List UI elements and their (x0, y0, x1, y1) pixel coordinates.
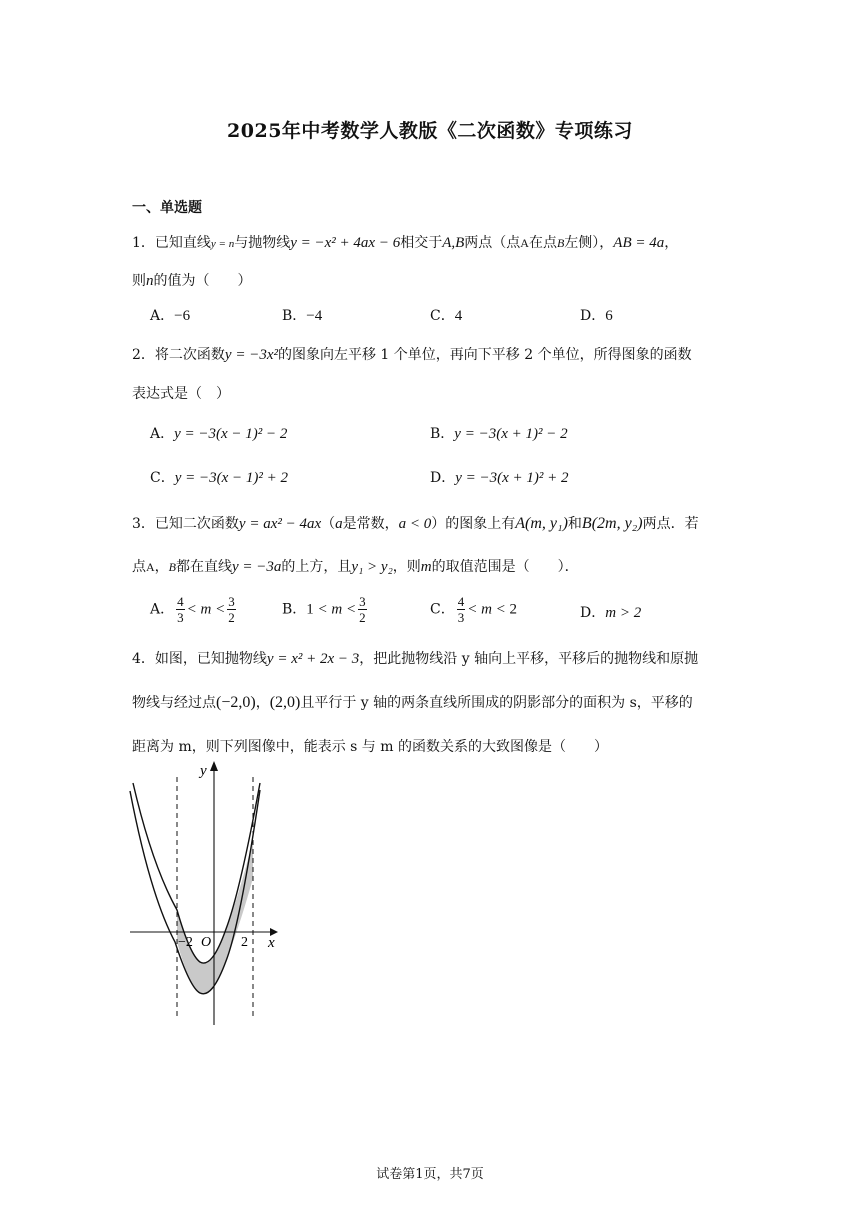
q2-eq: y = −3x² (224, 347, 278, 363)
q2-line-1 (132, 344, 692, 364)
y-axis-arrow (210, 761, 218, 771)
q1-line-1 (132, 232, 678, 252)
tick-label-neg2: −2 (178, 935, 193, 950)
q1-text: ， (664, 235, 679, 251)
q3-option-b[interactable]: B．1 < m < $\frac{3}{2}$ (282, 594, 366, 625)
x-axis-label: x (268, 935, 275, 951)
q1-points: A,B (442, 235, 465, 251)
q1-ab: AB = 4a (613, 235, 665, 251)
q2-line-2: 表达式是（ ） (132, 386, 230, 402)
q1-point-a: A (520, 236, 529, 250)
section-heading: 一、单选题 (132, 200, 202, 216)
q1-text: 左侧）， (564, 235, 614, 251)
q2-text: 2．将二次函数 (132, 347, 225, 363)
q1-option-d[interactable]: D．6 (580, 308, 613, 324)
q1-option-a[interactable]: A．−6 (150, 308, 191, 324)
q1-text: 两点（点 (464, 235, 521, 251)
q1-n: n (146, 273, 154, 289)
q3-option-c[interactable]: C． $\frac{4}{3}$ < m < 2 (430, 594, 518, 625)
q1-text: 在点 (528, 235, 557, 251)
page-title: 2025年中考数学人教版《二次函数》专项练习 (227, 120, 633, 142)
q1-eq-parabola: y = −x² + 4ax − 6 (290, 235, 401, 251)
parabola-figure (120, 755, 280, 1030)
page-footer: 试卷第1页，共7页 (376, 1167, 484, 1182)
q3-option-a[interactable]: A． $\frac{4}{3}$ < m < $\frac{3}{2}$ (150, 594, 235, 625)
q2-text: 的图象向左平移 1 个单位，再向下平移 2 个单位，所得图象的函数 (277, 347, 692, 363)
q1-text: 相交于 (400, 235, 443, 251)
q4-line-3: 距离为 m，则下列图像中，能表示 s 与 m 的函数关系的大致图像是（ ） (132, 739, 608, 755)
q4-line-1: 4．如图，已知抛物线y = x² + 2x − 3，把此抛物线沿 y 轴向上平移，平移后的抛物线和原抛 (132, 651, 699, 667)
q1-line-2 (132, 270, 252, 290)
q4-line-2: 物线与经过点(−2,0)，(2,0)且平行于 y 轴的两条直线所围成的阴影部分的面积为 s，平移的 (132, 694, 693, 711)
q1-option-b[interactable]: B．−4 (282, 308, 323, 324)
q1-point-b: B (556, 236, 565, 250)
q1-option-c[interactable]: C．4 (430, 308, 463, 324)
q1-text: 与抛物线 (234, 235, 291, 251)
tick-label-2: 2 (241, 935, 248, 950)
q2-option-b[interactable]: B．y = −3(x + 1)² − 2 (430, 426, 568, 442)
q1-text: 的值为（ ） (153, 273, 252, 289)
q2-option-d[interactable]: D．y = −3(x + 1)² + 2 (430, 470, 569, 486)
origin-label: O (201, 935, 212, 950)
shaded-area (177, 840, 253, 994)
q2-option-a[interactable]: A．y = −3(x − 1)² − 2 (150, 426, 288, 442)
y-axis-label: y (200, 763, 207, 779)
q2-option-c[interactable]: C．y = −3(x − 1)² + 2 (150, 470, 289, 486)
q1-text: 1．已知直线 (132, 235, 211, 251)
q1-eq-line: y = n (210, 238, 235, 250)
q3-line-2: 点A，B都在直线y = −3a的上方，且y₁ > y₂，则m的取值范围是（ ）． (132, 559, 579, 575)
q1-text: 则 (132, 273, 146, 289)
q3-option-d[interactable]: D．m > 2 (580, 605, 642, 621)
q3-line-1: 3．已知二次函数y = ax² − 4ax（a是常数，a < 0）的图象上有A(m, y₁)和B(2m, y₂)两点．若 (132, 515, 699, 532)
